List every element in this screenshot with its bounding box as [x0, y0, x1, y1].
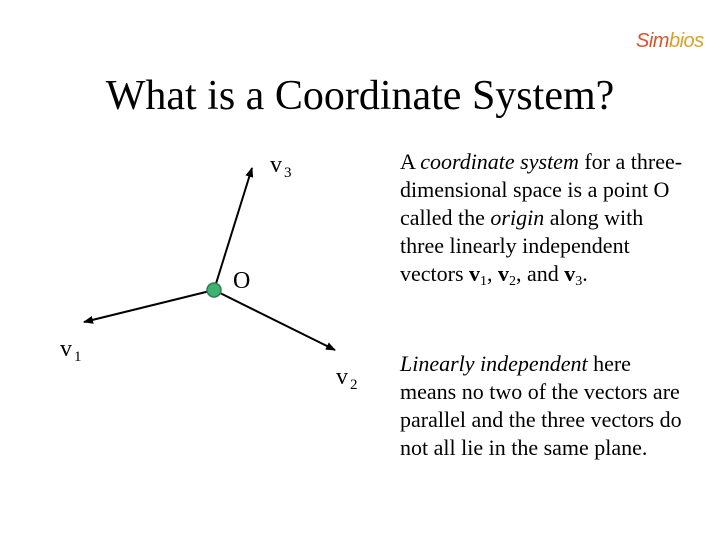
definition-paragraph: A coordinate system for a three-dimensional space is a point O called the origin along with three linearly independent vectors $v_1$, $v_2$, and $v_3$. [400, 149, 683, 289]
vector-v2-arrow [214, 290, 335, 350]
simbios-logo: Simbios [636, 30, 704, 52]
independence-paragraph: Linearly independent here means no two of the vectors are parallel and the three vectors do not all lie in the same plane. [400, 351, 682, 460]
slide-title: What is a Coordinate System? [105, 73, 615, 119]
origin-point [207, 283, 221, 297]
label-origin: O [233, 268, 251, 294]
label-v3: v $_3$ [270, 152, 292, 181]
label-v2: v $_2$ [336, 364, 358, 393]
vector-v1-arrow [84, 290, 214, 322]
label-v1: v $_1$ [60, 336, 82, 365]
